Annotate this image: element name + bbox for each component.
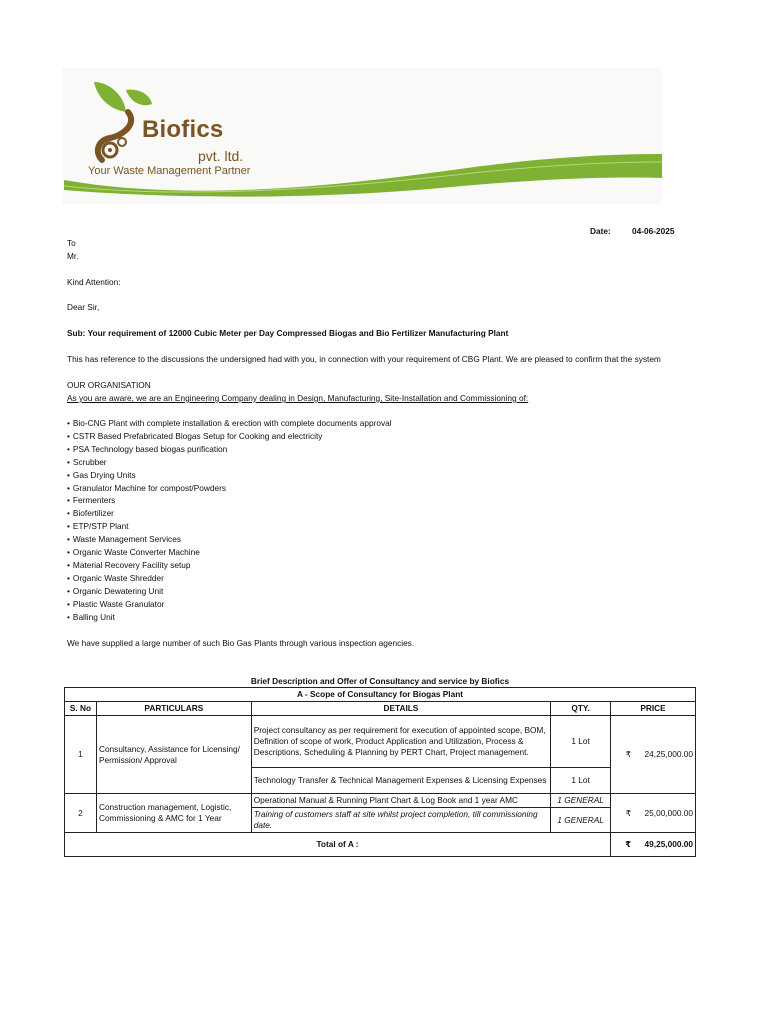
row-details: Project consultancy as per requirement for execution of appointed scope, BOM, Definition of scope of work, Product Application and Utilization, Process & Descriptions, Scheduling & Planning by PERT Chart, Project management. xyxy=(251,716,550,768)
subject-line: Sub: Your requirement of 12000 Cubic Meter per Day Compressed Biogas and Bio Fertilizer Manufacturing Plant xyxy=(67,328,509,338)
list-item: • Waste Management Services xyxy=(67,534,181,545)
row-details: Operational Manual & Running Plant Chart & Log Book and 1 year AMC xyxy=(251,794,550,808)
letterhead xyxy=(62,68,662,204)
row-qty: 1 Lot xyxy=(551,716,611,768)
row-details: Training of customers staff at site whilst project completion, till commissioning date. xyxy=(251,808,550,833)
list-item: • Granulator Machine for compost/Powders xyxy=(67,483,226,494)
table-total-row xyxy=(65,833,696,857)
rupee-symbol: ₹ xyxy=(625,749,632,759)
list-item: • Organic Dewatering Unit xyxy=(67,586,163,597)
list-item: • Gas Drying Units xyxy=(67,470,136,481)
row-sno: 1 xyxy=(65,716,97,794)
org-intro: As you are aware, we are an Engineering Company dealing in Design, Manufacturing, Site-Installation and Commissioning of: xyxy=(67,393,529,403)
list-item: • Fermenters xyxy=(67,495,115,506)
header-details: DETAILS xyxy=(251,702,550,716)
row-particulars: Consultancy, Assistance for Licensing/ Permission/ Approval xyxy=(96,716,251,794)
table-row xyxy=(65,794,696,808)
supplied-paragraph: We have supplied a large number of such Bio Gas Plants through various inspection agencies. xyxy=(67,638,415,648)
list-item: • Plastic Waste Granulator xyxy=(67,599,164,610)
total-label: Total of A : xyxy=(65,833,611,857)
price-value: 24,25,000.00 xyxy=(644,749,693,759)
row-particulars: Construction management, Logistic, Commissioning & AMC for 1 Year xyxy=(96,794,251,833)
header-particulars: PARTICULARS xyxy=(96,702,251,716)
total-price xyxy=(611,833,696,857)
row-qty: 1 Lot xyxy=(551,768,611,794)
row-sno: 2 xyxy=(65,794,97,833)
table-section-row xyxy=(65,688,696,702)
date-value: 04-06-2025 xyxy=(632,226,675,236)
price-value: 25,00,000.00 xyxy=(644,807,693,818)
org-heading: OUR ORGANISATION xyxy=(67,380,151,390)
header-qty: QTY. xyxy=(551,702,611,716)
table-header-row xyxy=(65,702,696,716)
section-title: A - Scope of Consultancy for Biogas Plant xyxy=(65,688,696,702)
header-price: PRICE xyxy=(611,702,696,716)
list-item: • Biofertilizer xyxy=(67,508,114,519)
row-price xyxy=(611,716,696,794)
reference-paragraph: This has reference to the discussions the undersigned had with you, in connection with your requirement of CBG Plant. We are pleased to confirm that the system xyxy=(67,354,661,364)
offer-table xyxy=(64,687,696,857)
salutation: Dear Sir, xyxy=(67,302,100,312)
row-qty: 1 GENERAL xyxy=(551,794,611,808)
date-label: Date: xyxy=(590,226,611,236)
table-row xyxy=(65,716,696,768)
rupee-symbol: ₹ xyxy=(625,839,632,849)
rupee-symbol: ₹ xyxy=(625,807,632,818)
row-qty: 1 GENERAL xyxy=(551,808,611,833)
company-tagline: Your Waste Management Partner xyxy=(88,165,251,177)
list-item: • CSTR Based Prefabricated Biogas Setup for Cooking and electricity xyxy=(67,431,322,442)
list-item: • Bio-CNG Plant with complete installation & erection with complete documents approval xyxy=(67,418,392,429)
list-item: • PSA Technology based biogas purification xyxy=(67,444,227,455)
kind-attention: Kind Attention: xyxy=(67,277,121,287)
list-item: • Organic Waste Converter Machine xyxy=(67,547,200,558)
recipient-line: Mr. xyxy=(67,251,79,261)
list-item: • Material Recovery Facility setup xyxy=(67,560,191,571)
list-item: • Organic Waste Shredder xyxy=(67,573,164,584)
list-item: • Scrubber xyxy=(67,457,107,468)
company-suffix: pvt. ltd. xyxy=(198,148,244,164)
header-sno: S. No xyxy=(65,702,97,716)
total-value: 49,25,000.00 xyxy=(644,839,693,849)
list-item: • ETP/STP Plant xyxy=(67,521,129,532)
to-line: To xyxy=(67,238,76,248)
row-price xyxy=(611,794,696,833)
row-details: Technology Transfer & Technical Management Expenses & Licensing Expenses xyxy=(251,768,550,794)
company-name: Biofics xyxy=(142,116,224,143)
list-item: • Balling Unit xyxy=(67,612,115,623)
offer-title: Brief Description and Offer of Consultancy and service by Biofics xyxy=(250,676,510,686)
